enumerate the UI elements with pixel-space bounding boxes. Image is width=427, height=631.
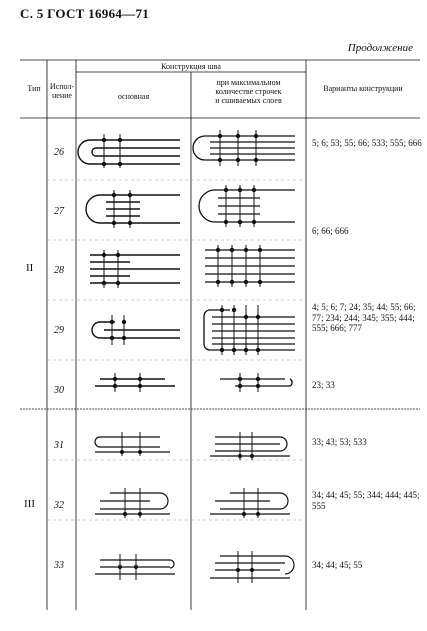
variant-text: 23; 33 <box>312 380 335 390</box>
variant-text: 33; 43; 53; 533 <box>312 437 367 447</box>
seam-diagram-27-basic <box>86 190 180 228</box>
seam-diagram-26-basic <box>78 134 180 168</box>
col-variants-header: Варианты конструкции <box>323 84 403 93</box>
seam-diagram-26-max <box>193 130 295 166</box>
seam-diagram-32-max <box>210 488 290 518</box>
row-number: 28 <box>54 265 64 276</box>
variant-text: 5; 6; 53; 55; 66; 533; 555; 666 <box>312 138 422 148</box>
seam-diagram-29-max <box>204 305 295 355</box>
stitch-dots <box>102 134 262 572</box>
variant-text: 34; 44; 45; 55 <box>312 560 363 570</box>
type-label: III <box>24 498 35 510</box>
col-variant-header: Испол- нение <box>49 82 75 100</box>
col-basic-header: основная <box>117 92 150 101</box>
seam-diagram-32-basic <box>95 488 170 518</box>
seam-diagram-30-max <box>220 373 292 392</box>
row-number: 31 <box>54 440 64 451</box>
continuation-label: Продолжение <box>347 42 413 54</box>
seam-diagram-27-max <box>199 185 295 227</box>
type-label: II <box>26 262 34 274</box>
row-number: 26 <box>54 147 64 158</box>
col-max-header: при максимальном количестве строчек и сшиваемых слоев <box>215 78 282 105</box>
seam-diagram-29-basic <box>92 315 180 345</box>
page-header: С. 5 ГОСТ 16964—71 <box>20 6 150 21</box>
col-type-header: Тип <box>27 84 41 93</box>
variant-text: 4; 5; 6; 7; 24; 35; 44; 55; 66; 77; 234; 244; 345; 355; 444; 555; 666; 777 <box>312 302 416 333</box>
seam-diagram-30-basic <box>95 373 175 392</box>
seam-diagram-31-max <box>210 432 290 460</box>
col-construction-header: Конструкция шва <box>161 62 221 71</box>
row-number: 33 <box>54 560 64 571</box>
row-number: 30 <box>54 385 64 396</box>
row-number: 32 <box>54 500 64 511</box>
variant-text: 6; 66; 666 <box>312 226 349 236</box>
variant-text: 34; 44; 45; 55; 344; 444; 445; 555 <box>312 490 420 511</box>
seam-diagram-33-max <box>210 551 294 583</box>
seam-diagram-31-basic <box>95 432 170 456</box>
row-number: 27 <box>54 206 64 217</box>
row-number: 29 <box>54 325 64 336</box>
